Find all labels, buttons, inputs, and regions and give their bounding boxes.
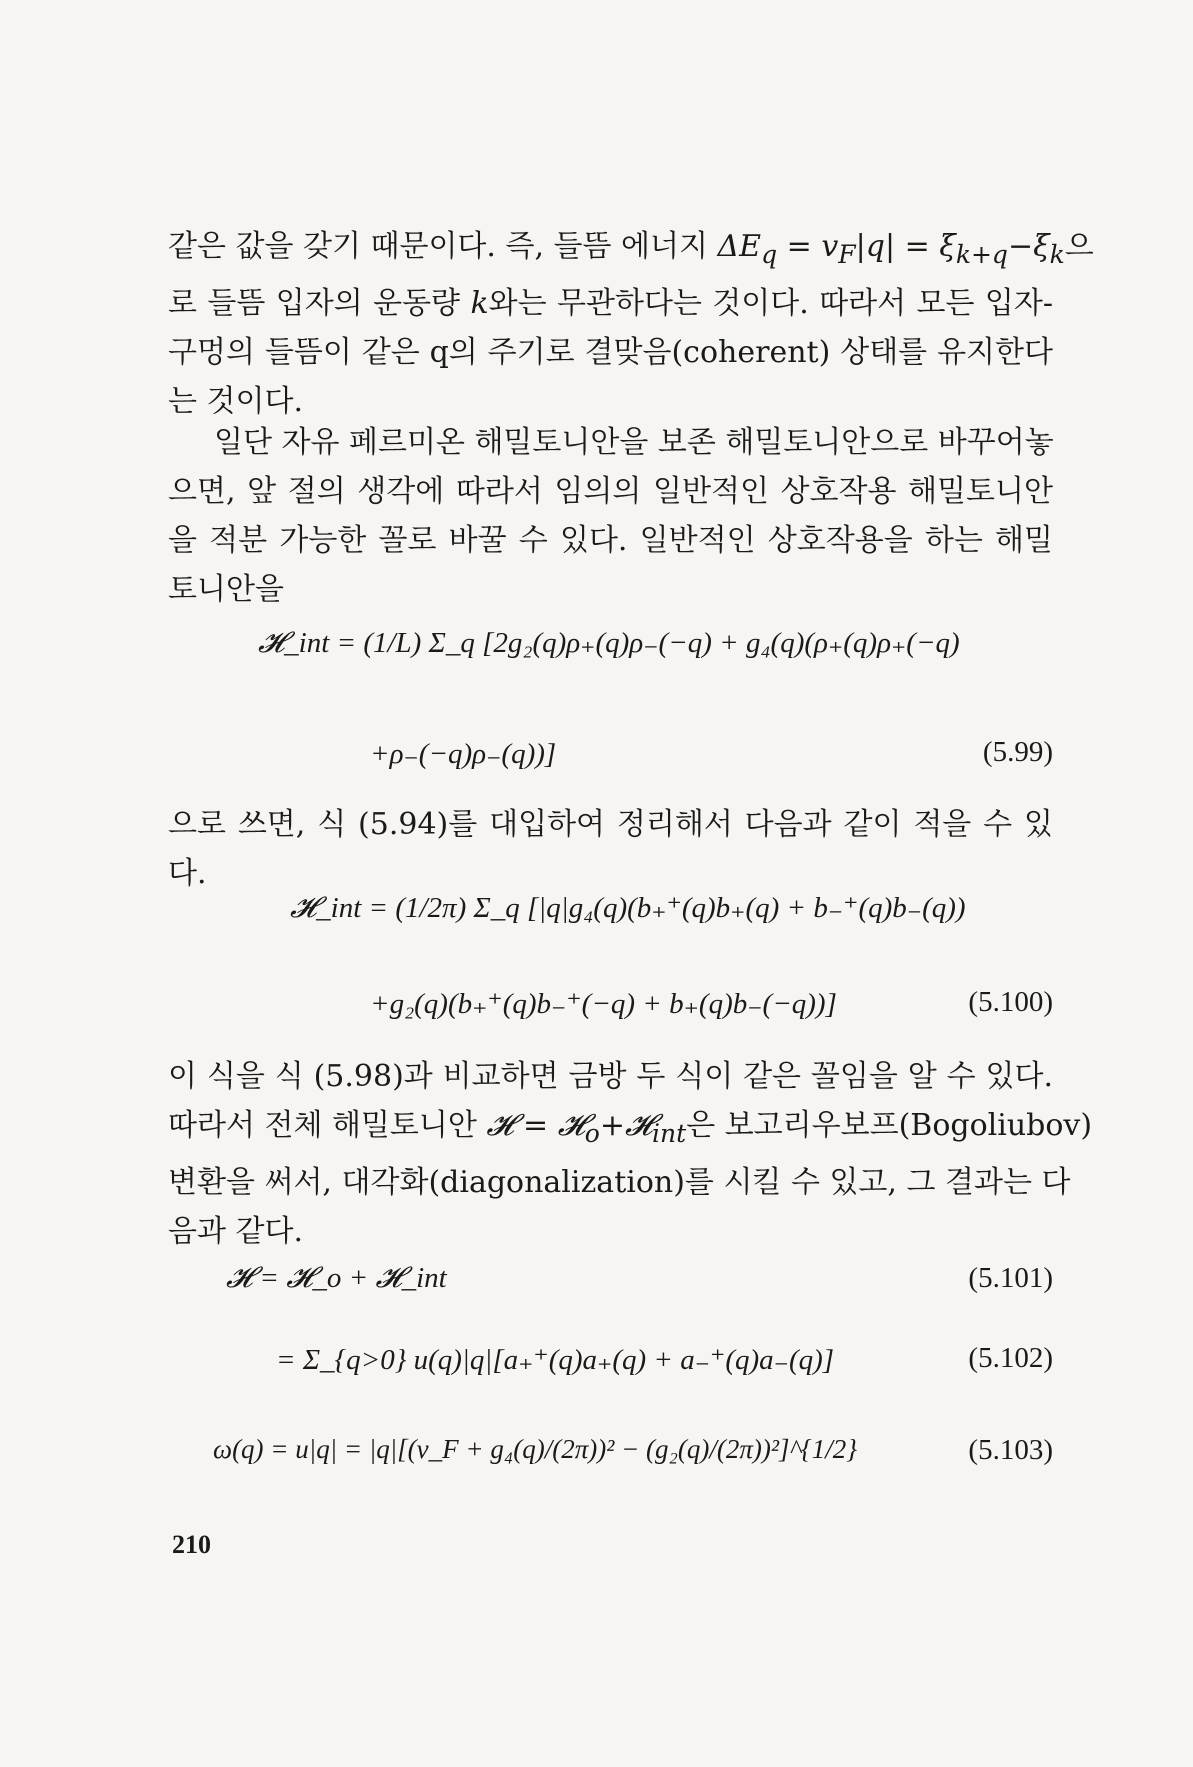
equation-text: 𝓗_int = (1/L) Σ_q [2g₂(q)ρ₊(q)ρ₋(−q) + g₄(q)(ρ₊(q)ρ₊(−q) (258, 627, 960, 659)
paragraph-1-line-1: 같은 값을 갖기 때문이다. 즉, 들뜸 에너지 $\Delta E_q = v_F|q| = \xi_{k+q}-\xi_k$으 (168, 229, 1094, 269)
equation-number-5-102: (5.102) (968, 1342, 1053, 1374)
paragraph-2 (168, 418, 1053, 614)
paragraph-2-line-2: 으면, 앞 절의 생각에 따라서 임의의 일반적인 상호작용 해밀토니안 (168, 474, 1053, 509)
paragraph-4-line-3: 변환을 써서, 대각화(diagonalization)를 시킬 수 있고, 그 결과는 다 (168, 1165, 1071, 1200)
paragraph-4 (168, 1052, 1093, 1256)
equation-5-99-line-1 (258, 625, 960, 660)
equation-number-5-101: (5.101) (968, 1262, 1053, 1294)
paragraph-1 (168, 222, 1094, 426)
paragraph-1-line-4: 는 것이다. (168, 384, 303, 419)
equation-5-102 (276, 1342, 834, 1377)
equation-5-100-line-1 (290, 890, 966, 925)
paragraph-2-line-4: 토니안을 (168, 572, 284, 607)
equation-text: 𝓗 = 𝓗_o + 𝓗_int (226, 1262, 447, 1294)
equation-text: ω(q) = u|q| = |q|[(v_F + g₄(q)/(2π))² − (g₂(q)/(2π))²]^{1/2} (213, 1434, 858, 1464)
paragraph-1-line-2: 로 들뜸 입자의 운동량 k와는 무관하다는 것이다. 따라서 모든 입자- (168, 286, 1054, 321)
page-number: 210 (172, 1530, 211, 1559)
equation-5-100-line-2 (370, 986, 837, 1021)
paragraph-1-line-3: 구멍의 들뜸이 같은 q의 주기로 결맞음(coherent) 상태를 유지한다 (168, 335, 1053, 370)
equation-number-5-99: (5.99) (982, 736, 1053, 768)
paragraph-3 (168, 800, 1053, 898)
paragraph-3-line-2: 다. (168, 856, 207, 891)
paragraph-3-line-1: 으로 쓰면, 식 (5.94)를 대입하여 정리해서 다음과 같이 적을 수 있 (168, 807, 1053, 842)
equation-text: +ρ₋(−q)ρ₋(q))] (370, 738, 557, 770)
equation-number-5-100: (5.100) (968, 986, 1053, 1018)
paragraph-4-line-1: 이 식을 식 (5.98)과 비교하면 금방 두 식이 같은 꼴임을 알 수 있다. (168, 1059, 1053, 1094)
paragraph-2-line-3: 을 적분 가능한 꼴로 바꿀 수 있다. 일반적인 상호작용을 하는 해밀 (168, 523, 1053, 558)
equation-text: +g₂(q)(b₊⁺(q)b₋⁺(−q) + b₊(q)b₋(−q))] (370, 988, 837, 1020)
equation-5-99-line-2 (370, 736, 556, 771)
equation-5-103 (213, 1434, 857, 1465)
equation-5-101 (226, 1262, 447, 1295)
equation-text: = Σ_{q>0} u(q)|q|[a₊⁺(q)a₊(q) + a₋⁺(q)a₋(q)] (276, 1344, 835, 1376)
paragraph-4-line-4: 음과 같다. (168, 1214, 303, 1249)
paragraph-2-line-1: 일단 자유 페르미온 해밀토니안을 보존 해밀토니안으로 바꾸어놓 (214, 425, 1054, 460)
equation-number-5-103: (5.103) (968, 1434, 1053, 1466)
equation-text: 𝓗_int = (1/2π) Σ_q [|q|g₄(q)(b₊⁺(q)b₊(q) + b₋⁺(q)b₋(q)) (290, 892, 966, 924)
paragraph-4-line-2: 따라서 전체 해밀토니안 𝓗 = 𝓗$_o$+𝓗$_{int}$은 보고리우보프(Bogoliubov) (168, 1108, 1093, 1148)
